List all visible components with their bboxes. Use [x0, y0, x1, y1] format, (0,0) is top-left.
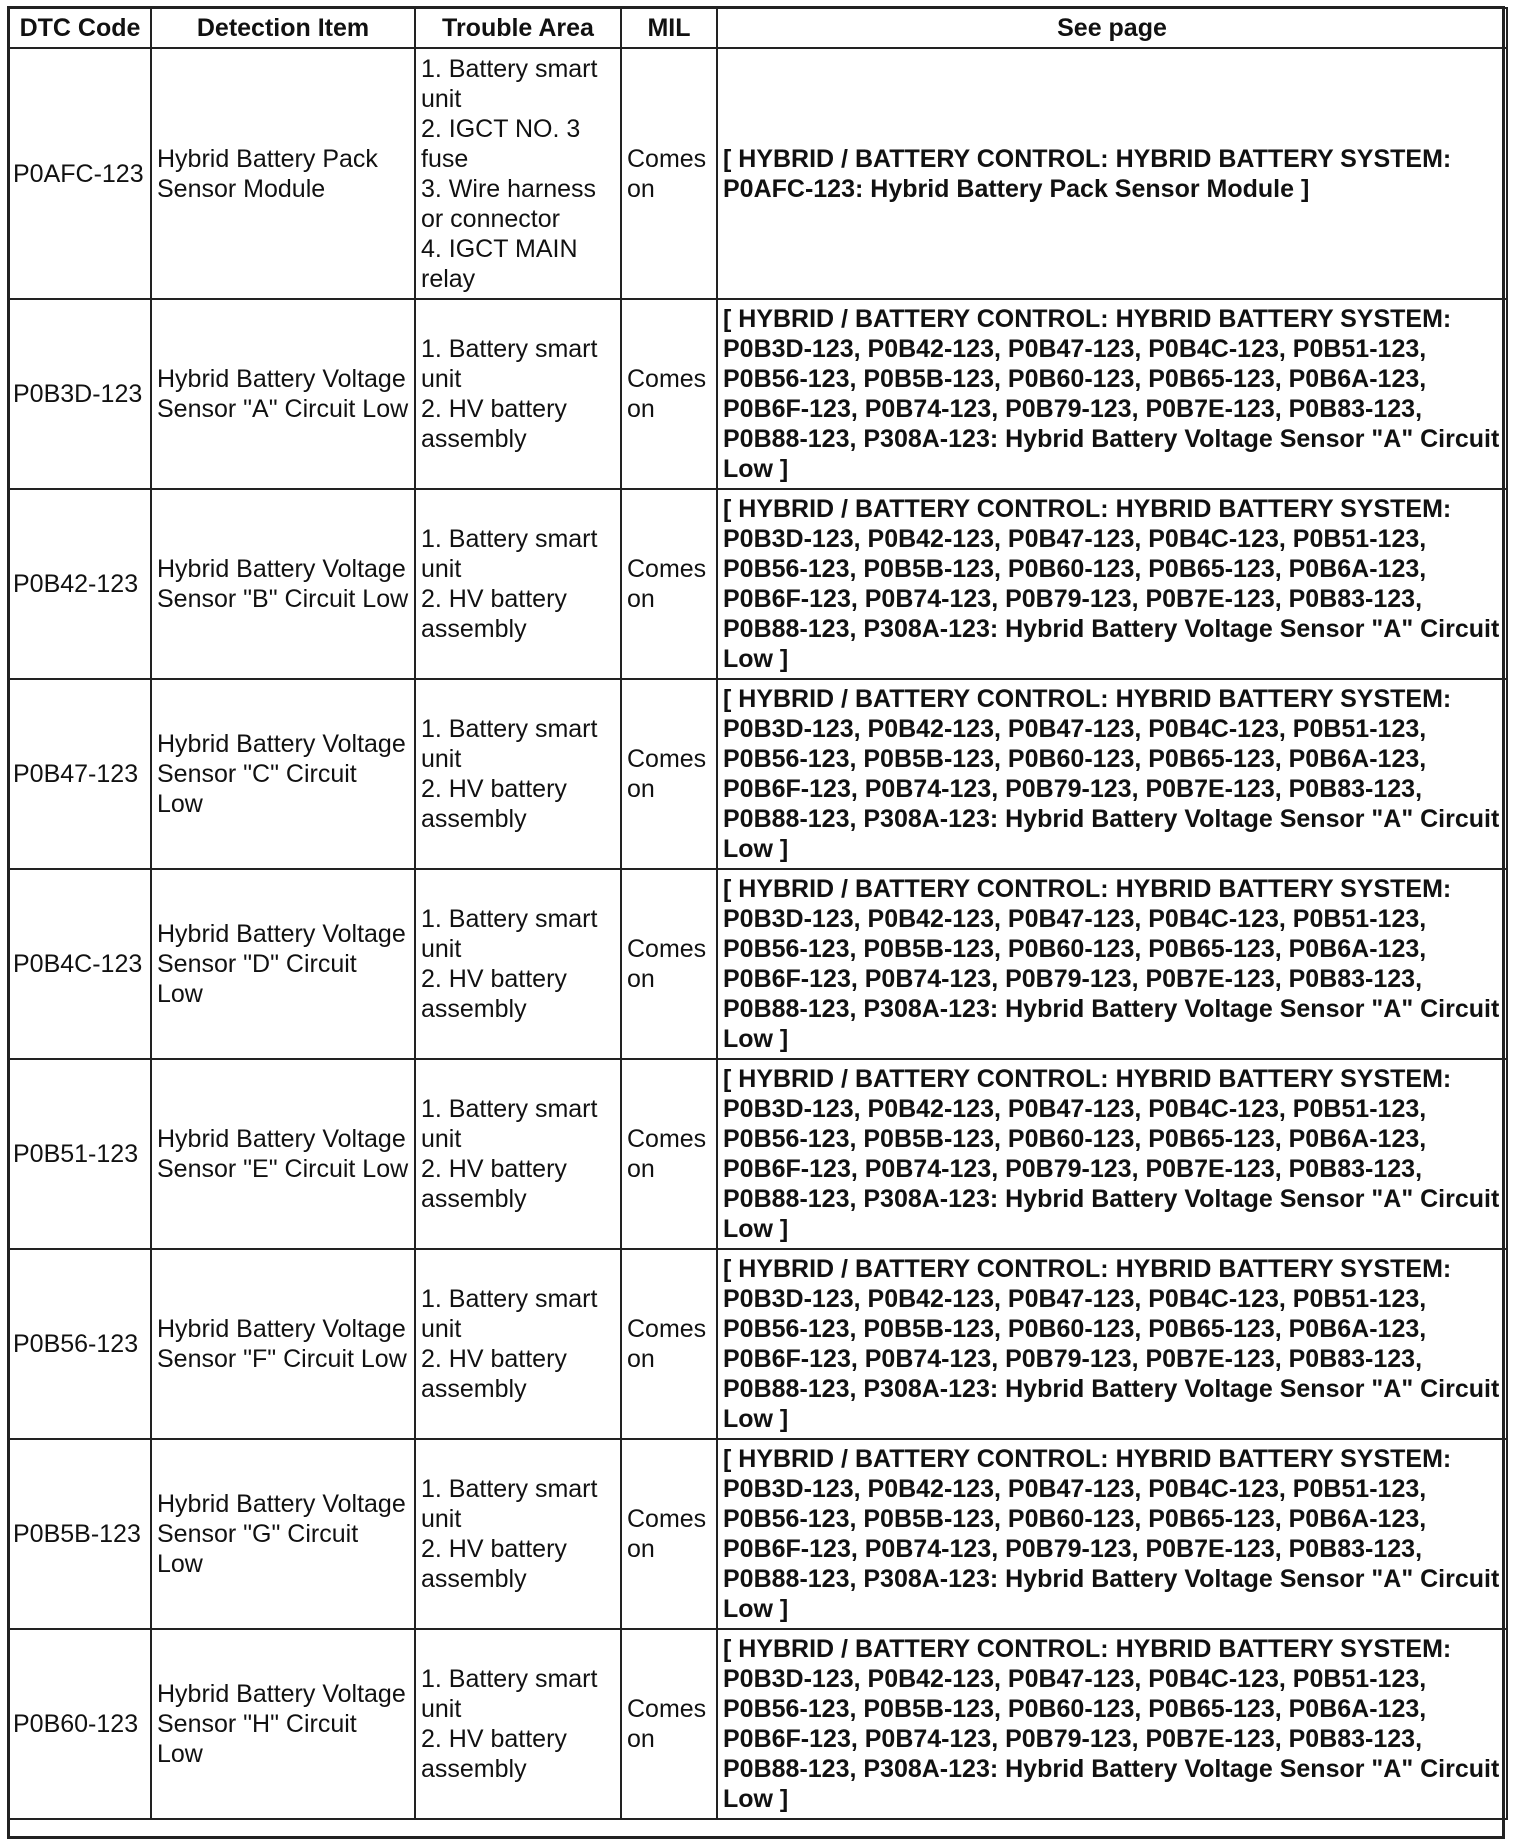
dtc-code-cell: P0B56-123	[9, 1249, 151, 1439]
header-detection-item: Detection Item	[151, 8, 415, 48]
trouble-area-line: 1. Battery smart unit	[421, 1665, 598, 1723]
mil-cell: Comes on	[621, 299, 717, 489]
see-page-cell: [ HYBRID / BATTERY CONTROL: HYBRID BATTERY SYSTEM: P0B3D-123, P0B42-123, P0B47-123, P0B4C-123, P0B51-123, P0B56-123, P0B5B-123, P0B60-123, P0B65-123, P0B6A-123, P0B6F-123, P0B74-123, P0B79-123, P0B7E-123, P0B83-123, P0B88-123, P308A-123: Hybrid Battery Voltage Sensor "A" Circuit Low ]	[717, 869, 1507, 1059]
trouble-area-line: 1. Battery smart unit	[421, 905, 598, 963]
dtc-code-cell: P0B47-123	[9, 679, 151, 869]
trouble-area-cell	[415, 1439, 621, 1629]
table-row	[9, 48, 1507, 299]
mil-cell: Comes on	[621, 869, 717, 1059]
mil-cell: Comes on	[621, 1629, 717, 1819]
trouble-area-line: 1. Battery smart unit	[421, 54, 598, 113]
dtc-code-cell: P0B3D-123	[9, 299, 151, 489]
detection-item-cell: Hybrid Battery Voltage Sensor "E" Circuit Low	[151, 1059, 415, 1249]
table-row	[9, 869, 1507, 1059]
trouble-area-line: 2. HV battery assembly	[421, 775, 567, 833]
trouble-area-cell	[415, 1059, 621, 1249]
see-page-cell: [ HYBRID / BATTERY CONTROL: HYBRID BATTERY SYSTEM: P0B3D-123, P0B42-123, P0B47-123, P0B4C-123, P0B51-123, P0B56-123, P0B5B-123, P0B60-123, P0B65-123, P0B6A-123, P0B6F-123, P0B74-123, P0B79-123, P0B7E-123, P0B83-123, P0B88-123, P308A-123: Hybrid Battery Voltage Sensor "A" Circuit Low ]	[717, 1249, 1507, 1439]
mil-cell: Comes on	[621, 1059, 717, 1249]
table-row	[9, 299, 1507, 489]
see-page-cell: [ HYBRID / BATTERY CONTROL: HYBRID BATTERY SYSTEM: P0AFC-123: Hybrid Battery Pack Sensor Module ]	[717, 48, 1507, 299]
trouble-area-cell	[415, 1629, 621, 1819]
mil-cell: Comes on	[621, 679, 717, 869]
header-trouble-area: Trouble Area	[415, 8, 621, 48]
trouble-area-cell	[415, 869, 621, 1059]
dtc-code-cell: P0B42-123	[9, 489, 151, 679]
trouble-area-line: 1. Battery smart unit	[421, 525, 598, 583]
see-page-cell: [ HYBRID / BATTERY CONTROL: HYBRID BATTERY SYSTEM: P0B3D-123, P0B42-123, P0B47-123, P0B4C-123, P0B51-123, P0B56-123, P0B5B-123, P0B60-123, P0B65-123, P0B6A-123, P0B6F-123, P0B74-123, P0B79-123, P0B7E-123, P0B83-123, P0B88-123, P308A-123: Hybrid Battery Voltage Sensor "A" Circuit Low ]	[717, 1439, 1507, 1629]
mil-cell: Comes on	[621, 1439, 717, 1629]
table-row	[9, 489, 1507, 679]
trouble-area-line: 3. Wire harness or connector	[421, 174, 597, 233]
trouble-area-line: 2. HV battery assembly	[421, 585, 567, 643]
detection-item-cell: Hybrid Battery Pack Sensor Module	[151, 48, 415, 299]
table-row	[9, 1059, 1507, 1249]
dtc-code-cell: P0B51-123	[9, 1059, 151, 1249]
header-mil: MIL	[621, 8, 717, 48]
table-row	[9, 679, 1507, 869]
dtc-code-cell: P0AFC-123	[9, 48, 151, 299]
trouble-area-line: 2. IGCT NO. 3 fuse	[421, 114, 581, 173]
detection-item-cell: Hybrid Battery Voltage Sensor "H" Circuit Low	[151, 1629, 415, 1819]
trouble-area-line: 2. HV battery assembly	[421, 1345, 567, 1403]
dtc-code-cell: P0B4C-123	[9, 869, 151, 1059]
dtc-table	[8, 7, 1508, 1820]
detection-item-cell: Hybrid Battery Voltage Sensor "C" Circuit Low	[151, 679, 415, 869]
mil-cell: Comes on	[621, 1249, 717, 1439]
trouble-area-line: 2. HV battery assembly	[421, 1155, 567, 1213]
trouble-area-line: 2. HV battery assembly	[421, 1725, 567, 1783]
trouble-area-cell	[415, 1249, 621, 1439]
trouble-area-line: 2. HV battery assembly	[421, 1535, 567, 1593]
header-dtc-code: DTC Code	[9, 8, 151, 48]
see-page-cell: [ HYBRID / BATTERY CONTROL: HYBRID BATTERY SYSTEM: P0B3D-123, P0B42-123, P0B47-123, P0B4C-123, P0B51-123, P0B56-123, P0B5B-123, P0B60-123, P0B65-123, P0B6A-123, P0B6F-123, P0B74-123, P0B79-123, P0B7E-123, P0B83-123, P0B88-123, P308A-123: Hybrid Battery Voltage Sensor "A" Circuit Low ]	[717, 489, 1507, 679]
mil-cell: Comes on	[621, 489, 717, 679]
trouble-area-line: 4. IGCT MAIN relay	[421, 234, 578, 293]
header-see-page: See page	[717, 8, 1507, 48]
detection-item-cell: Hybrid Battery Voltage Sensor "G" Circuit Low	[151, 1439, 415, 1629]
trouble-area-line: 1. Battery smart unit	[421, 335, 598, 393]
table-header	[9, 8, 1507, 48]
trouble-area-cell	[415, 679, 621, 869]
dtc-code-cell: P0B60-123	[9, 1629, 151, 1819]
see-page-cell: [ HYBRID / BATTERY CONTROL: HYBRID BATTERY SYSTEM: P0B3D-123, P0B42-123, P0B47-123, P0B4C-123, P0B51-123, P0B56-123, P0B5B-123, P0B60-123, P0B65-123, P0B6A-123, P0B6F-123, P0B74-123, P0B79-123, P0B7E-123, P0B83-123, P0B88-123, P308A-123: Hybrid Battery Voltage Sensor "A" Circuit Low ]	[717, 1059, 1507, 1249]
mil-cell: Comes on	[621, 48, 717, 299]
table-row	[9, 1629, 1507, 1819]
trouble-area-cell	[415, 299, 621, 489]
trouble-area-cell	[415, 489, 621, 679]
trouble-area-line: 1. Battery smart unit	[421, 1095, 598, 1153]
detection-item-cell: Hybrid Battery Voltage Sensor "B" Circuit Low	[151, 489, 415, 679]
detection-item-cell: Hybrid Battery Voltage Sensor "F" Circuit Low	[151, 1249, 415, 1439]
table-body	[9, 48, 1507, 1819]
detection-item-cell: Hybrid Battery Voltage Sensor "A" Circuit Low	[151, 299, 415, 489]
trouble-area-line: 1. Battery smart unit	[421, 715, 598, 773]
detection-item-cell: Hybrid Battery Voltage Sensor "D" Circuit Low	[151, 869, 415, 1059]
header-row	[9, 8, 1507, 48]
table-row	[9, 1439, 1507, 1629]
see-page-cell: [ HYBRID / BATTERY CONTROL: HYBRID BATTERY SYSTEM: P0B3D-123, P0B42-123, P0B47-123, P0B4C-123, P0B51-123, P0B56-123, P0B5B-123, P0B60-123, P0B65-123, P0B6A-123, P0B6F-123, P0B74-123, P0B79-123, P0B7E-123, P0B83-123, P0B88-123, P308A-123: Hybrid Battery Voltage Sensor "A" Circuit Low ]	[717, 679, 1507, 869]
trouble-area-line: 2. HV battery assembly	[421, 395, 567, 453]
trouble-area-line: 1. Battery smart unit	[421, 1475, 598, 1533]
trouble-area-line: 1. Battery smart unit	[421, 1285, 598, 1343]
see-page-cell: [ HYBRID / BATTERY CONTROL: HYBRID BATTERY SYSTEM: P0B3D-123, P0B42-123, P0B47-123, P0B4C-123, P0B51-123, P0B56-123, P0B5B-123, P0B60-123, P0B65-123, P0B6A-123, P0B6F-123, P0B74-123, P0B79-123, P0B7E-123, P0B83-123, P0B88-123, P308A-123: Hybrid Battery Voltage Sensor "A" Circuit Low ]	[717, 1629, 1507, 1819]
dtc-code-cell: P0B5B-123	[9, 1439, 151, 1629]
trouble-area-cell	[415, 48, 621, 299]
table-row	[9, 1249, 1507, 1439]
see-page-cell: [ HYBRID / BATTERY CONTROL: HYBRID BATTERY SYSTEM: P0B3D-123, P0B42-123, P0B47-123, P0B4C-123, P0B51-123, P0B56-123, P0B5B-123, P0B60-123, P0B65-123, P0B6A-123, P0B6F-123, P0B74-123, P0B79-123, P0B7E-123, P0B83-123, P0B88-123, P308A-123: Hybrid Battery Voltage Sensor "A" Circuit Low ]	[717, 299, 1507, 489]
trouble-area-line: 2. HV battery assembly	[421, 965, 567, 1023]
